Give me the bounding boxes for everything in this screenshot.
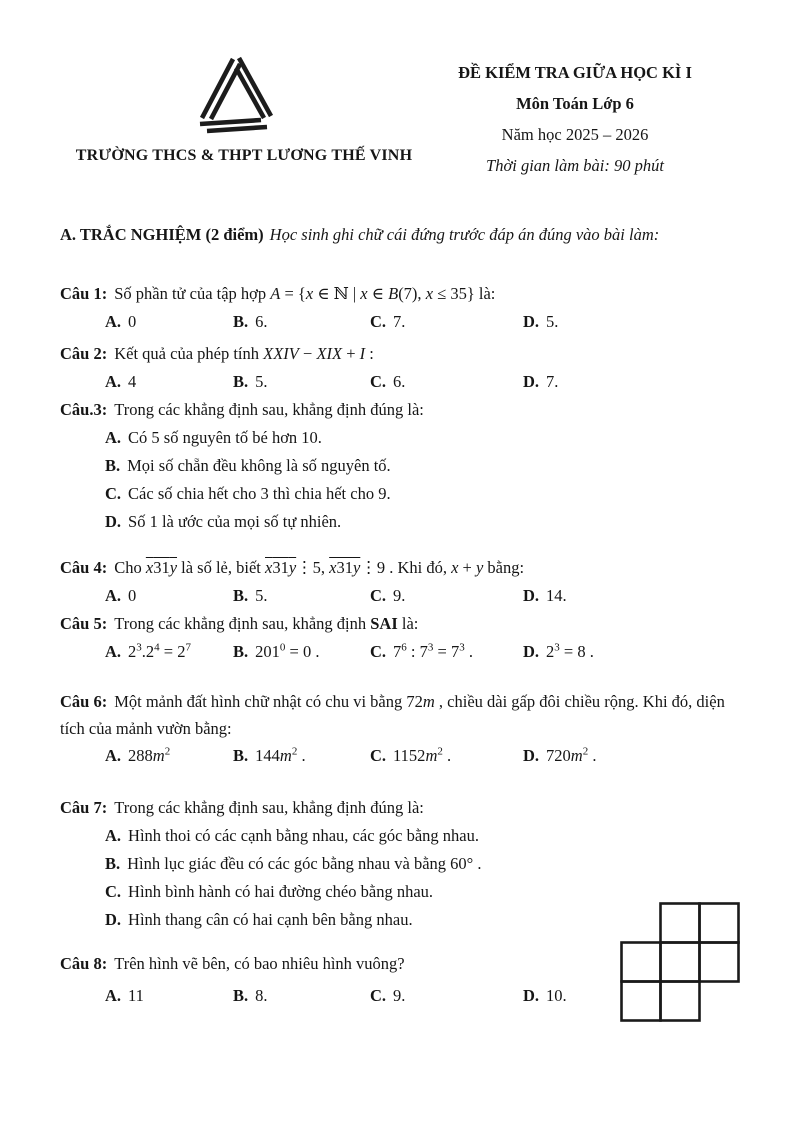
option-letter: B. — [233, 586, 249, 605]
option-text: $2^3.2^4 = 2^7$ — [128, 641, 191, 661]
option-text: 14. — [546, 586, 567, 605]
option-text: $2^3 = 8$ . — [546, 641, 594, 661]
question-3-option-d — [105, 508, 736, 536]
option-letter: A. — [105, 586, 122, 605]
option-text: 7. — [546, 372, 559, 391]
question-6-label: Câu 6: — [60, 692, 108, 711]
question-8-figure — [620, 902, 741, 1030]
question-8-label: Câu 8: — [60, 954, 108, 973]
question-6-option-b — [233, 742, 370, 770]
question-2-text: Kết quả của phép tính XXIV − XIX + I : — [114, 344, 374, 363]
option-letter: A. — [105, 986, 122, 1005]
option-text: $7^6$ : $7^3 = 7^3$ . — [393, 641, 473, 661]
option-text: 6. — [255, 312, 268, 331]
question-1-option-b — [233, 308, 370, 336]
option-letter: C. — [370, 312, 387, 331]
option-letter: D. — [105, 512, 122, 531]
option-text: 7. — [393, 312, 406, 331]
question-1-stem — [60, 280, 736, 308]
option-text: $1152m^2$ . — [393, 745, 452, 765]
option-text: 0 — [128, 586, 137, 605]
option-letter: D. — [523, 312, 540, 331]
option-text: 5. — [255, 372, 268, 391]
question-5-text: Trong các khẳng định sau, khẳng định SAI là: — [114, 614, 419, 633]
section-a-label: A. TRẮC NGHIỆM (2 điểm) — [60, 225, 264, 244]
question-4-text: Cho x31y là số lẻ, biết x31y⋮5, x31y⋮9 . Khi đó, x + y bằng: — [114, 558, 525, 577]
section-a-heading — [60, 222, 736, 248]
question-8-option-b — [233, 982, 370, 1010]
question-1-text: Số phần tử của tập hợp A = {x ∈ ℕ | x ∈ B(7), x ≤ 35} là: — [114, 284, 496, 303]
option-text: 0 — [128, 312, 137, 331]
question-6-text: Một mảnh đất hình chữ nhật có chu vi bằng 72m , chiều dài gấp đôi chiều rộng. Khi đó, diện tích của mảnh vườn bằng: — [60, 692, 725, 738]
question-5-option-d — [523, 638, 736, 666]
question-3-label: Câu.3: — [60, 400, 108, 419]
school-logo — [198, 56, 276, 143]
question-1 — [60, 280, 736, 336]
option-letter: D. — [523, 746, 540, 765]
question-3 — [60, 396, 736, 536]
question-3-text: Trong các khẳng định sau, khẳng định đúng là: — [114, 400, 424, 419]
question-3-option-b — [105, 452, 736, 480]
question-4-option-b — [233, 582, 370, 610]
triangle-logo-icon — [198, 56, 276, 138]
option-letter: A. — [105, 312, 122, 331]
question-8-text: Trên hình vẽ bên, có bao nhiêu hình vuông? — [114, 954, 405, 973]
option-letter: A. — [105, 746, 122, 765]
option-letter: B. — [105, 456, 121, 475]
question-5-option-a — [105, 638, 233, 666]
option-letter: B. — [233, 372, 249, 391]
exam-title: ĐỀ KIỂM TRA GIỮA HỌC KÌ I — [458, 63, 692, 82]
question-7-option-a — [105, 822, 736, 850]
question-3-option-a — [105, 424, 736, 452]
question-8-option-a — [105, 982, 233, 1010]
option-letter: B. — [105, 854, 121, 873]
question-1-option-c — [370, 308, 523, 336]
question-3-option-c — [105, 480, 736, 508]
question-4 — [60, 554, 736, 610]
option-text: Số 1 là ước của mọi số tự nhiên. — [128, 512, 342, 531]
question-7-text: Trong các khẳng định sau, khẳng định đúng là: — [114, 798, 424, 817]
option-letter: B. — [233, 746, 249, 765]
option-letter: A. — [105, 642, 122, 661]
question-6-stem — [60, 688, 736, 742]
question-5-option-b — [233, 638, 370, 666]
exam-duration: Thời gian làm bài: 90 phút — [486, 156, 664, 175]
option-letter: A. — [105, 826, 122, 845]
option-letter: A. — [105, 428, 122, 447]
option-letter: C. — [370, 986, 387, 1005]
option-text: $720m^2$ . — [546, 745, 597, 765]
question-2-option-b — [233, 368, 370, 396]
question-1-option-a — [105, 308, 233, 336]
exam-subject: Môn Toán Lớp 6 — [516, 94, 634, 113]
question-6-option-a — [105, 742, 233, 770]
option-letter: B. — [233, 986, 249, 1005]
question-6-option-d — [523, 742, 736, 770]
option-text: Hình thoi có các cạnh bằng nhau, các góc bằng nhau. — [128, 826, 479, 845]
exam-header-block — [425, 62, 725, 186]
option-text: $144m^2$ . — [255, 745, 306, 765]
option-letter: C. — [370, 746, 387, 765]
option-letter: C. — [370, 642, 387, 661]
option-letter: C. — [105, 882, 122, 901]
option-text: Có 5 số nguyên tố bé hơn 10. — [128, 428, 322, 447]
option-letter: B. — [233, 312, 249, 331]
option-text: Hình lục giác đều có các góc bằng nhau và bằng 60° . — [127, 854, 482, 873]
option-text: $201^0 = 0$ . — [255, 641, 320, 661]
question-3-stem — [60, 396, 736, 424]
school-name: TRƯỜNG THCS & THPT LƯƠNG THẾ VINH — [75, 147, 413, 164]
question-2-stem — [60, 340, 736, 368]
question-6-option-c — [370, 742, 523, 770]
option-text: 10. — [546, 986, 567, 1005]
option-text: Các số chia hết cho 3 thì chia hết cho 9. — [128, 484, 391, 503]
option-text: $288m^2$ — [128, 745, 171, 765]
question-4-label: Câu 4: — [60, 558, 108, 577]
option-letter: D. — [523, 986, 540, 1005]
option-letter: D. — [105, 910, 122, 929]
option-letter: C. — [370, 586, 387, 605]
question-7-option-b — [105, 850, 736, 878]
exam-school-year: Năm học 2025 – 2026 — [501, 125, 649, 144]
option-letter: C. — [105, 484, 122, 503]
option-letter: D. — [523, 586, 540, 605]
question-1-label: Câu 1: — [60, 284, 108, 303]
option-letter: B. — [233, 642, 249, 661]
question-5-stem — [60, 610, 736, 638]
question-7-stem — [60, 794, 736, 822]
question-3-options — [60, 424, 736, 536]
unit-squares-icon — [620, 902, 741, 1025]
section-a-instruction: Học sinh ghi chữ cái đứng trước đáp án đúng vào bài làm: — [269, 225, 660, 244]
question-1-option-d — [523, 308, 736, 336]
question-2-label: Câu 2: — [60, 344, 108, 363]
option-letter: A. — [105, 372, 122, 391]
option-text: Mọi số chẵn đều không là số nguyên tố. — [127, 456, 391, 475]
option-text: 4 — [128, 372, 137, 391]
question-8-option-c — [370, 982, 523, 1010]
question-2-option-a — [105, 368, 233, 396]
question-5-option-c — [370, 638, 523, 666]
question-4-option-d — [523, 582, 736, 610]
option-text: 9. — [393, 586, 406, 605]
question-2-options — [60, 368, 736, 396]
question-7-label: Câu 7: — [60, 798, 108, 817]
question-4-options — [60, 582, 736, 610]
question-5-label: Câu 5: — [60, 614, 108, 633]
option-text: 9. — [393, 986, 406, 1005]
question-1-options — [60, 308, 736, 336]
option-letter: D. — [523, 642, 540, 661]
option-text: 5. — [546, 312, 559, 331]
question-6-options — [60, 742, 736, 770]
question-4-option-a — [105, 582, 233, 610]
option-letter: D. — [523, 372, 540, 391]
option-text: 8. — [255, 986, 268, 1005]
question-5 — [60, 610, 736, 666]
option-text: Hình thang cân có hai cạnh bên bằng nhau. — [128, 910, 413, 929]
option-text: 6. — [393, 372, 406, 391]
question-2 — [60, 340, 736, 396]
question-2-option-c — [370, 368, 523, 396]
option-text: 11 — [128, 986, 144, 1005]
option-text: Hình bình hành có hai đường chéo bằng nhau. — [128, 882, 434, 901]
option-letter: C. — [370, 372, 387, 391]
question-2-option-d — [523, 368, 736, 396]
question-6 — [60, 688, 736, 770]
question-4-option-c — [370, 582, 523, 610]
question-5-options — [60, 638, 736, 666]
option-text: 5. — [255, 586, 268, 605]
question-4-stem — [60, 554, 736, 582]
exam-content — [60, 222, 736, 1010]
